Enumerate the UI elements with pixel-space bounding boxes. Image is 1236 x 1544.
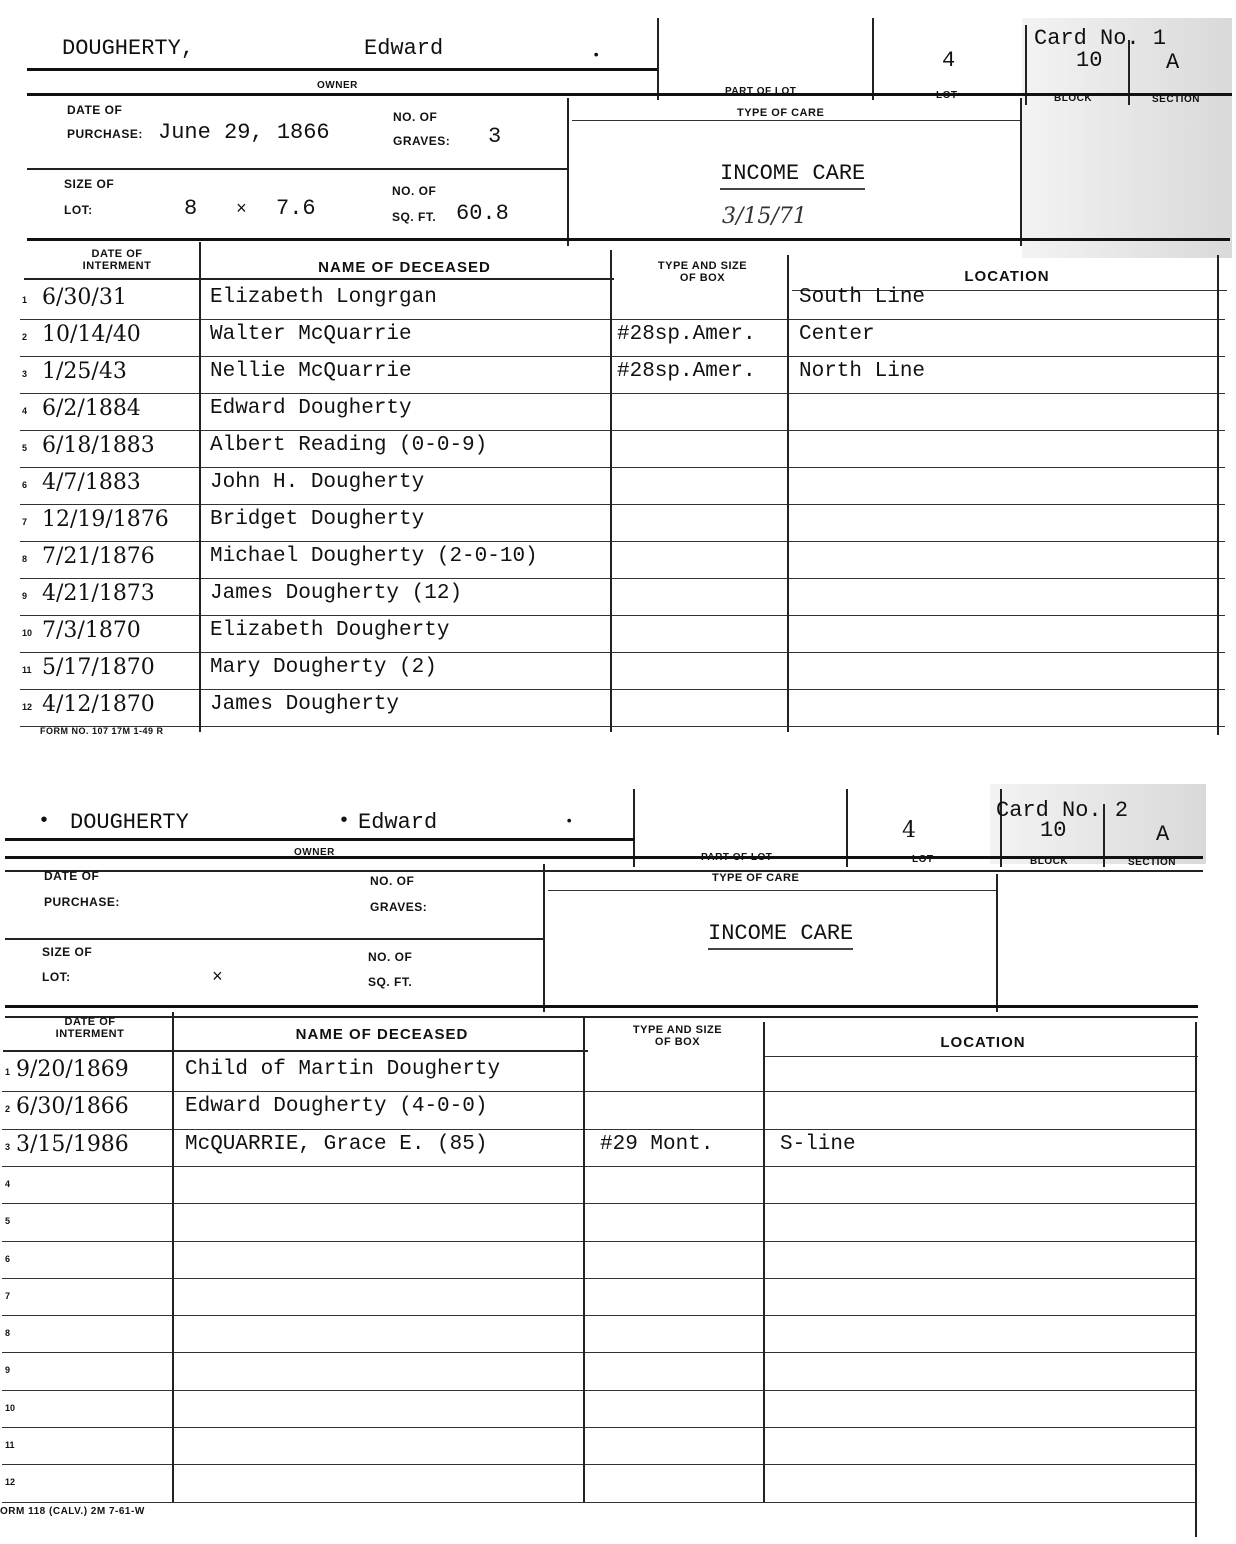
interment-date: 7/3/1870 (42, 618, 141, 643)
row-number: 11 (5, 1440, 15, 1450)
divider (5, 1005, 1198, 1008)
sq-ft-label: SQ. FT. (392, 210, 437, 224)
type-of-care-label: TYPE OF CARE (737, 107, 825, 119)
row-divider (2, 1390, 1195, 1391)
block-label: BLOCK (1054, 93, 1093, 104)
owner-first-name: Edward (358, 810, 438, 835)
interment-date: 5/17/1870 (42, 655, 155, 680)
size-of-label: SIZE OF (64, 177, 115, 191)
row-number: 4 (22, 406, 28, 416)
divider (5, 1016, 1198, 1018)
bullet-dot: • (338, 810, 351, 833)
divider (3, 1050, 588, 1052)
row-divider (2, 1352, 1195, 1353)
row-number: 2 (22, 332, 28, 342)
divider (996, 874, 998, 1012)
col-box-header: TYPE AND SIZE OF BOX (632, 1024, 723, 1048)
row-divider (2, 1091, 1195, 1092)
purchase-label: PURCHASE: (44, 895, 120, 909)
divider (765, 1056, 1198, 1057)
row-number: 10 (22, 628, 33, 638)
bullet-dot: • (38, 810, 51, 833)
row-number: 2 (5, 1104, 11, 1115)
deceased-name: Elizabeth Dougherty (210, 619, 450, 642)
row-divider (2, 1502, 1195, 1503)
block-number: 10 (1040, 818, 1067, 843)
deceased-name: James Dougherty (210, 693, 400, 716)
row-number: 1 (22, 295, 28, 305)
divider (172, 1012, 174, 1502)
owner-last-name: DOUGHERTY, (62, 36, 195, 61)
deceased-name: Edward Dougherty (4-0-0) (185, 1095, 488, 1119)
interment-date: 12/19/1876 (42, 507, 169, 532)
size-of-label: SIZE OF (42, 945, 93, 959)
square-feet: 60.8 (456, 201, 509, 226)
owner-first-name: Edward (364, 36, 444, 61)
part-of-lot-label: PART OF LOT (725, 86, 797, 97)
bullet-dot: • (592, 48, 601, 64)
times-symbol: × (236, 200, 247, 220)
deceased-name: Michael Dougherty (2-0-10) (210, 545, 538, 568)
row-number: 1 (5, 1067, 11, 1077)
section-label: SECTION (1152, 94, 1200, 105)
divider (27, 238, 1230, 241)
lot-height: 7.6 (276, 196, 316, 221)
form-number: FORM NO. 107 17M 1-49 R (40, 726, 164, 736)
card-number: Card No. 1 (1034, 26, 1167, 51)
burial-location: North Line (799, 360, 926, 383)
purchase-date: June 29, 1866 (158, 120, 330, 145)
divider (872, 18, 874, 100)
row-number: 6 (5, 1253, 11, 1264)
row-number: 5 (5, 1216, 11, 1227)
part-of-lot-label: PART OF LOT (701, 852, 773, 863)
divider (1217, 255, 1219, 735)
divider (27, 68, 657, 71)
date-of-label: DATE OF (67, 103, 123, 117)
interment-date: 3/15/1986 (16, 1131, 129, 1157)
divider (27, 93, 1232, 96)
divider (5, 838, 635, 841)
divider (567, 98, 569, 246)
deceased-name: Walter McQuarrie (210, 323, 412, 346)
section-label: SECTION (1128, 857, 1176, 868)
row-divider (2, 1315, 1195, 1316)
divider (572, 120, 1022, 121)
interment-date: 4/21/1873 (42, 581, 155, 606)
section-letter: A (1156, 822, 1170, 847)
sq-ft-label: SQ. FT. (368, 975, 413, 989)
owner-label: OWNER (294, 847, 335, 858)
row-number: 3 (5, 1141, 11, 1152)
col-date-header: DATE OF INTERMENT (82, 248, 152, 272)
row-divider (2, 1203, 1195, 1204)
row-divider (2, 1166, 1195, 1167)
card-number-shading (990, 784, 1206, 864)
care-type: INCOME CARE (708, 921, 853, 950)
burial-location: Center (799, 323, 875, 346)
graves-count: 3 (488, 124, 502, 149)
owner-last-name: DOUGHERTY (70, 810, 189, 835)
row-number: 9 (5, 1365, 11, 1376)
no-of-label-2: NO. OF (392, 184, 437, 198)
col-date-header: DATE OF INTERMENT (55, 1016, 125, 1040)
deceased-name: Bridget Dougherty (210, 508, 425, 531)
deceased-name: Mary Dougherty (2) (210, 656, 437, 679)
divider (610, 250, 612, 732)
row-divider (2, 1427, 1195, 1428)
form-number: ORM 118 (CALV.) 2M 7-61-W (0, 1506, 145, 1517)
col-name-header: NAME OF DECEASED (295, 1026, 469, 1043)
col-name-header: NAME OF DECEASED (318, 259, 491, 276)
row-divider (2, 1129, 1195, 1130)
divider (763, 1022, 765, 1502)
row-number: 12 (5, 1477, 16, 1488)
row-number: 3 (22, 369, 28, 379)
interment-date: 6/2/1884 (42, 396, 141, 421)
lot-number: 4 (942, 48, 956, 73)
row-number: 11 (22, 665, 32, 675)
row-number: 12 (22, 702, 33, 712)
burial-card-2 (0, 784, 1206, 1540)
interment-date: 6/18/1883 (42, 433, 155, 458)
row-number: 6 (22, 480, 28, 490)
divider (1195, 1022, 1197, 1537)
deceased-name: Elizabeth Longrgan (210, 286, 437, 309)
divider (5, 856, 1203, 859)
divider (548, 890, 998, 891)
interment-date: 10/14/40 (42, 322, 141, 347)
deceased-name: James Dougherty (12) (210, 582, 463, 605)
block-number: 10 (1076, 48, 1103, 73)
section-letter: A (1166, 50, 1180, 75)
row-divider (2, 1464, 1195, 1465)
purchase-label: PURCHASE: (67, 127, 143, 141)
interment-date: 1/25/43 (42, 359, 127, 384)
burial-location: South Line (799, 286, 926, 309)
lot-size-label: LOT: (42, 970, 71, 984)
box-type: #28sp.Amer. (617, 360, 756, 383)
burial-location: S-line (780, 1132, 856, 1156)
deceased-name: John H. Dougherty (210, 471, 425, 494)
divider (543, 864, 545, 1012)
divider (1020, 98, 1022, 246)
divider (24, 278, 614, 280)
bullet-dot: • (565, 814, 574, 830)
no-of-label-2: NO. OF (368, 950, 413, 964)
deceased-name: Albert Reading (0-0-9) (210, 434, 488, 457)
divider (199, 242, 201, 732)
row-divider (2, 1241, 1195, 1242)
care-type: INCOME CARE (720, 161, 865, 190)
divider (657, 18, 659, 100)
divider (583, 1018, 585, 1502)
graves-label: GRAVES: (370, 900, 428, 914)
card-number: Card No. 2 (996, 798, 1129, 823)
lot-label: LOT (912, 854, 934, 865)
row-number: 8 (22, 554, 28, 564)
row-number: 7 (22, 517, 28, 527)
no-of-label: NO. OF (393, 110, 438, 124)
deceased-name: Nellie McQuarrie (210, 360, 412, 383)
divider (5, 870, 1203, 872)
deceased-name: Child of Martin Dougherty (185, 1058, 501, 1081)
col-location-header: LOCATION (940, 1034, 1026, 1051)
box-type: #29 Mont. (600, 1132, 714, 1156)
row-number: 4 (5, 1178, 11, 1189)
interment-date: 4/12/1870 (42, 692, 155, 717)
col-location-header: LOCATION (964, 268, 1050, 285)
lot-label: LOT (936, 90, 958, 101)
care-handwritten-date: 3/15/71 (722, 204, 807, 229)
date-of-label: DATE OF (44, 869, 100, 883)
row-number: 10 (5, 1402, 16, 1413)
row-number: 8 (5, 1328, 11, 1339)
divider (27, 168, 567, 170)
col-box-header: TYPE AND SIZE OF BOX (657, 260, 748, 284)
interment-date: 6/30/1866 (16, 1094, 129, 1120)
lot-number: 4 (902, 818, 916, 843)
owner-label: OWNER (317, 80, 358, 91)
divider (5, 938, 543, 940)
row-number: 7 (5, 1290, 11, 1301)
lot-width: 8 (184, 196, 198, 221)
row-divider (2, 1278, 1195, 1279)
burial-card-1 (12, 0, 1232, 760)
divider (787, 255, 789, 732)
interment-date: 9/20/1869 (16, 1057, 129, 1082)
interment-date: 6/30/31 (42, 285, 127, 310)
interment-date: 4/7/1883 (42, 470, 141, 495)
block-label: BLOCK (1030, 856, 1069, 867)
graves-label: GRAVES: (393, 134, 451, 148)
deceased-name: Edward Dougherty (210, 397, 412, 420)
no-of-label: NO. OF (370, 874, 415, 888)
box-type: #28sp.Amer. (617, 323, 756, 346)
interment-date: 7/21/1876 (42, 544, 155, 569)
row-number: 5 (22, 443, 28, 453)
card-number-shading (1022, 18, 1232, 258)
lot-size-label: LOT: (64, 203, 93, 217)
row-number: 9 (22, 591, 28, 601)
type-of-care-label: TYPE OF CARE (712, 872, 800, 884)
times-symbol: × (212, 968, 223, 988)
deceased-name: McQUARRIE, Grace E. (85) (185, 1132, 488, 1156)
